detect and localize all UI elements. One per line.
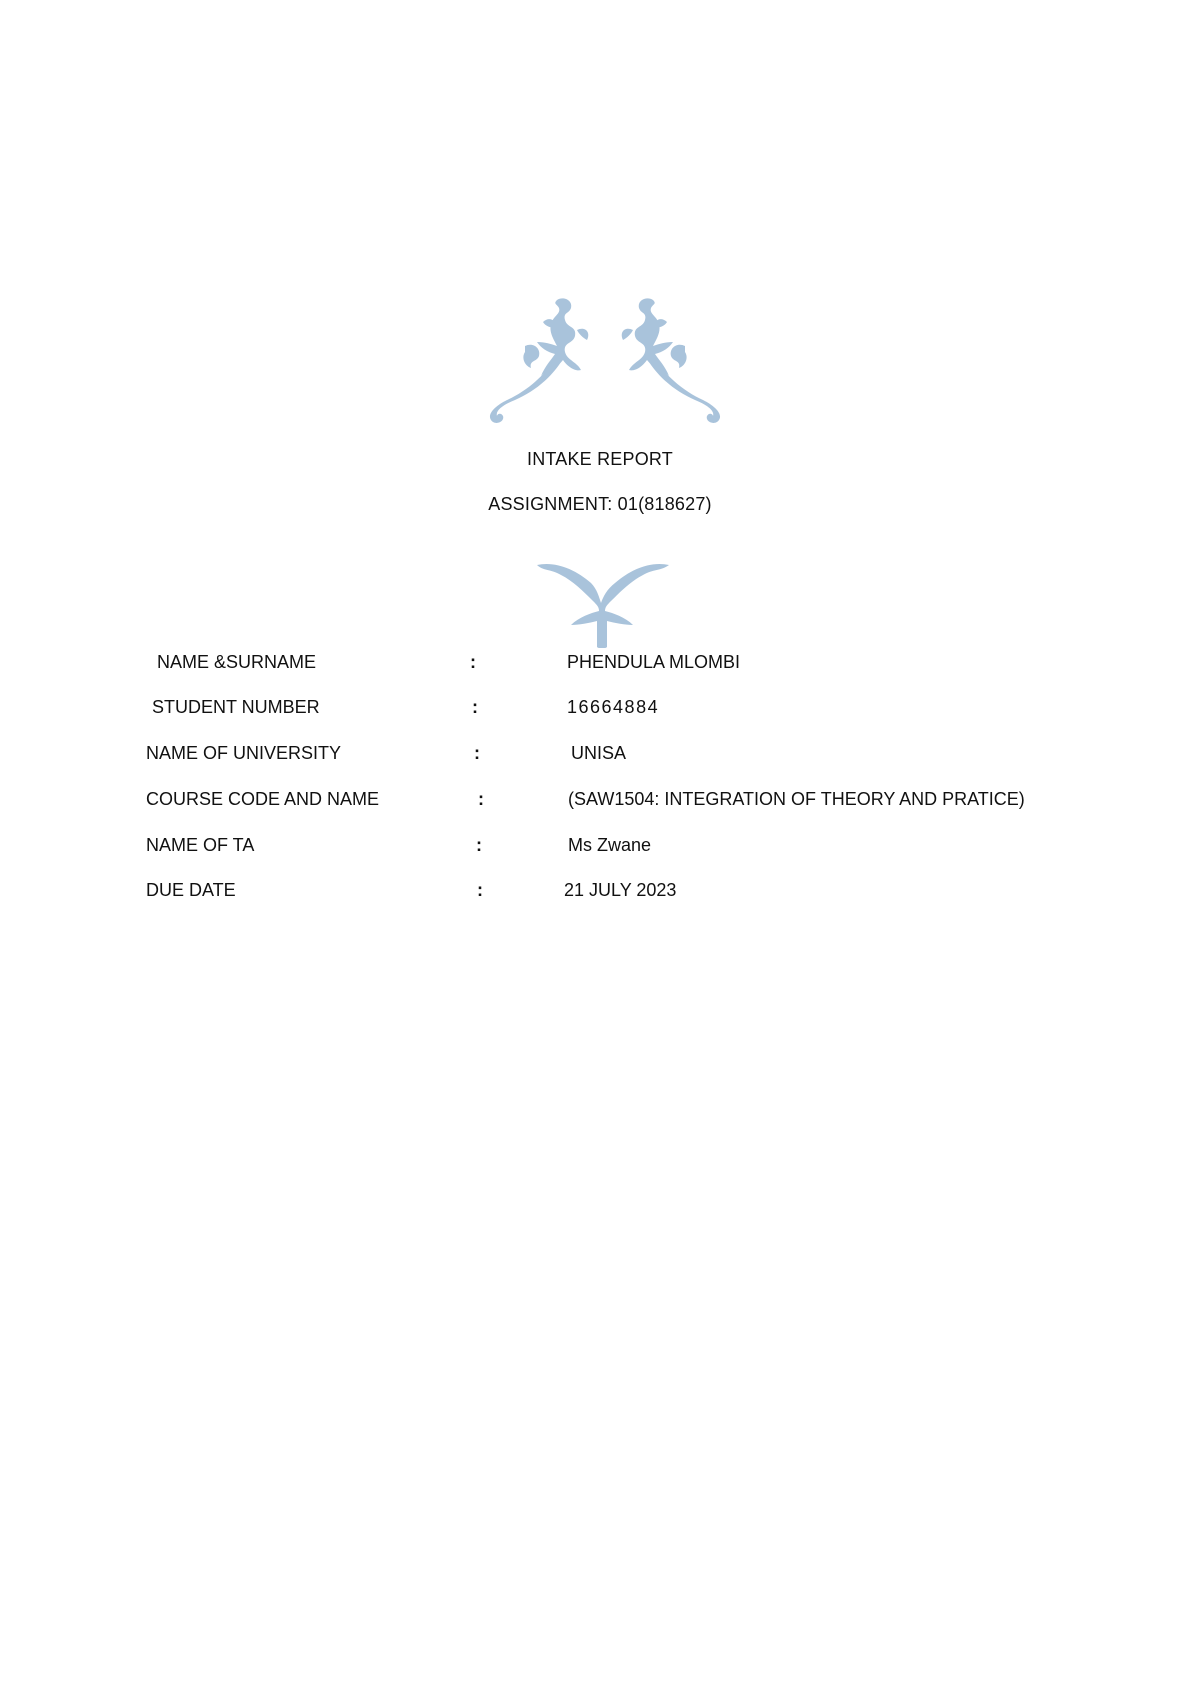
- detail-value: UNISA: [571, 743, 627, 763]
- detail-label: NAME OF TA: [146, 835, 255, 855]
- detail-value: PHENDULA MLOMBI: [567, 652, 741, 672]
- detail-label: DUE DATE: [146, 880, 236, 900]
- assignment-number: ASSIGNMENT: 01(818627): [488, 494, 712, 514]
- floral-ornament-icon: [485, 296, 725, 426]
- detail-separator: :: [470, 652, 476, 672]
- detail-label: COURSE CODE AND NAME: [146, 789, 380, 809]
- detail-value: Ms Zwane: [568, 835, 652, 855]
- detail-label: NAME OF UNIVERSITY: [146, 743, 342, 763]
- detail-separator: :: [478, 789, 484, 809]
- detail-value: 21 JULY 2023: [564, 880, 677, 900]
- detail-separator: :: [477, 880, 483, 900]
- detail-label: NAME &SURNAME: [157, 652, 317, 672]
- detail-separator: :: [474, 743, 480, 763]
- document-title: INTAKE REPORT: [527, 449, 673, 469]
- fleur-ornament-icon: [535, 563, 670, 648]
- detail-value: 16664884: [567, 697, 660, 717]
- detail-label: STUDENT NUMBER: [152, 697, 320, 717]
- detail-separator: :: [476, 835, 482, 855]
- detail-separator: :: [472, 697, 478, 717]
- detail-value: (SAW1504: INTEGRATION OF THEORY AND PRATICE): [568, 789, 1025, 809]
